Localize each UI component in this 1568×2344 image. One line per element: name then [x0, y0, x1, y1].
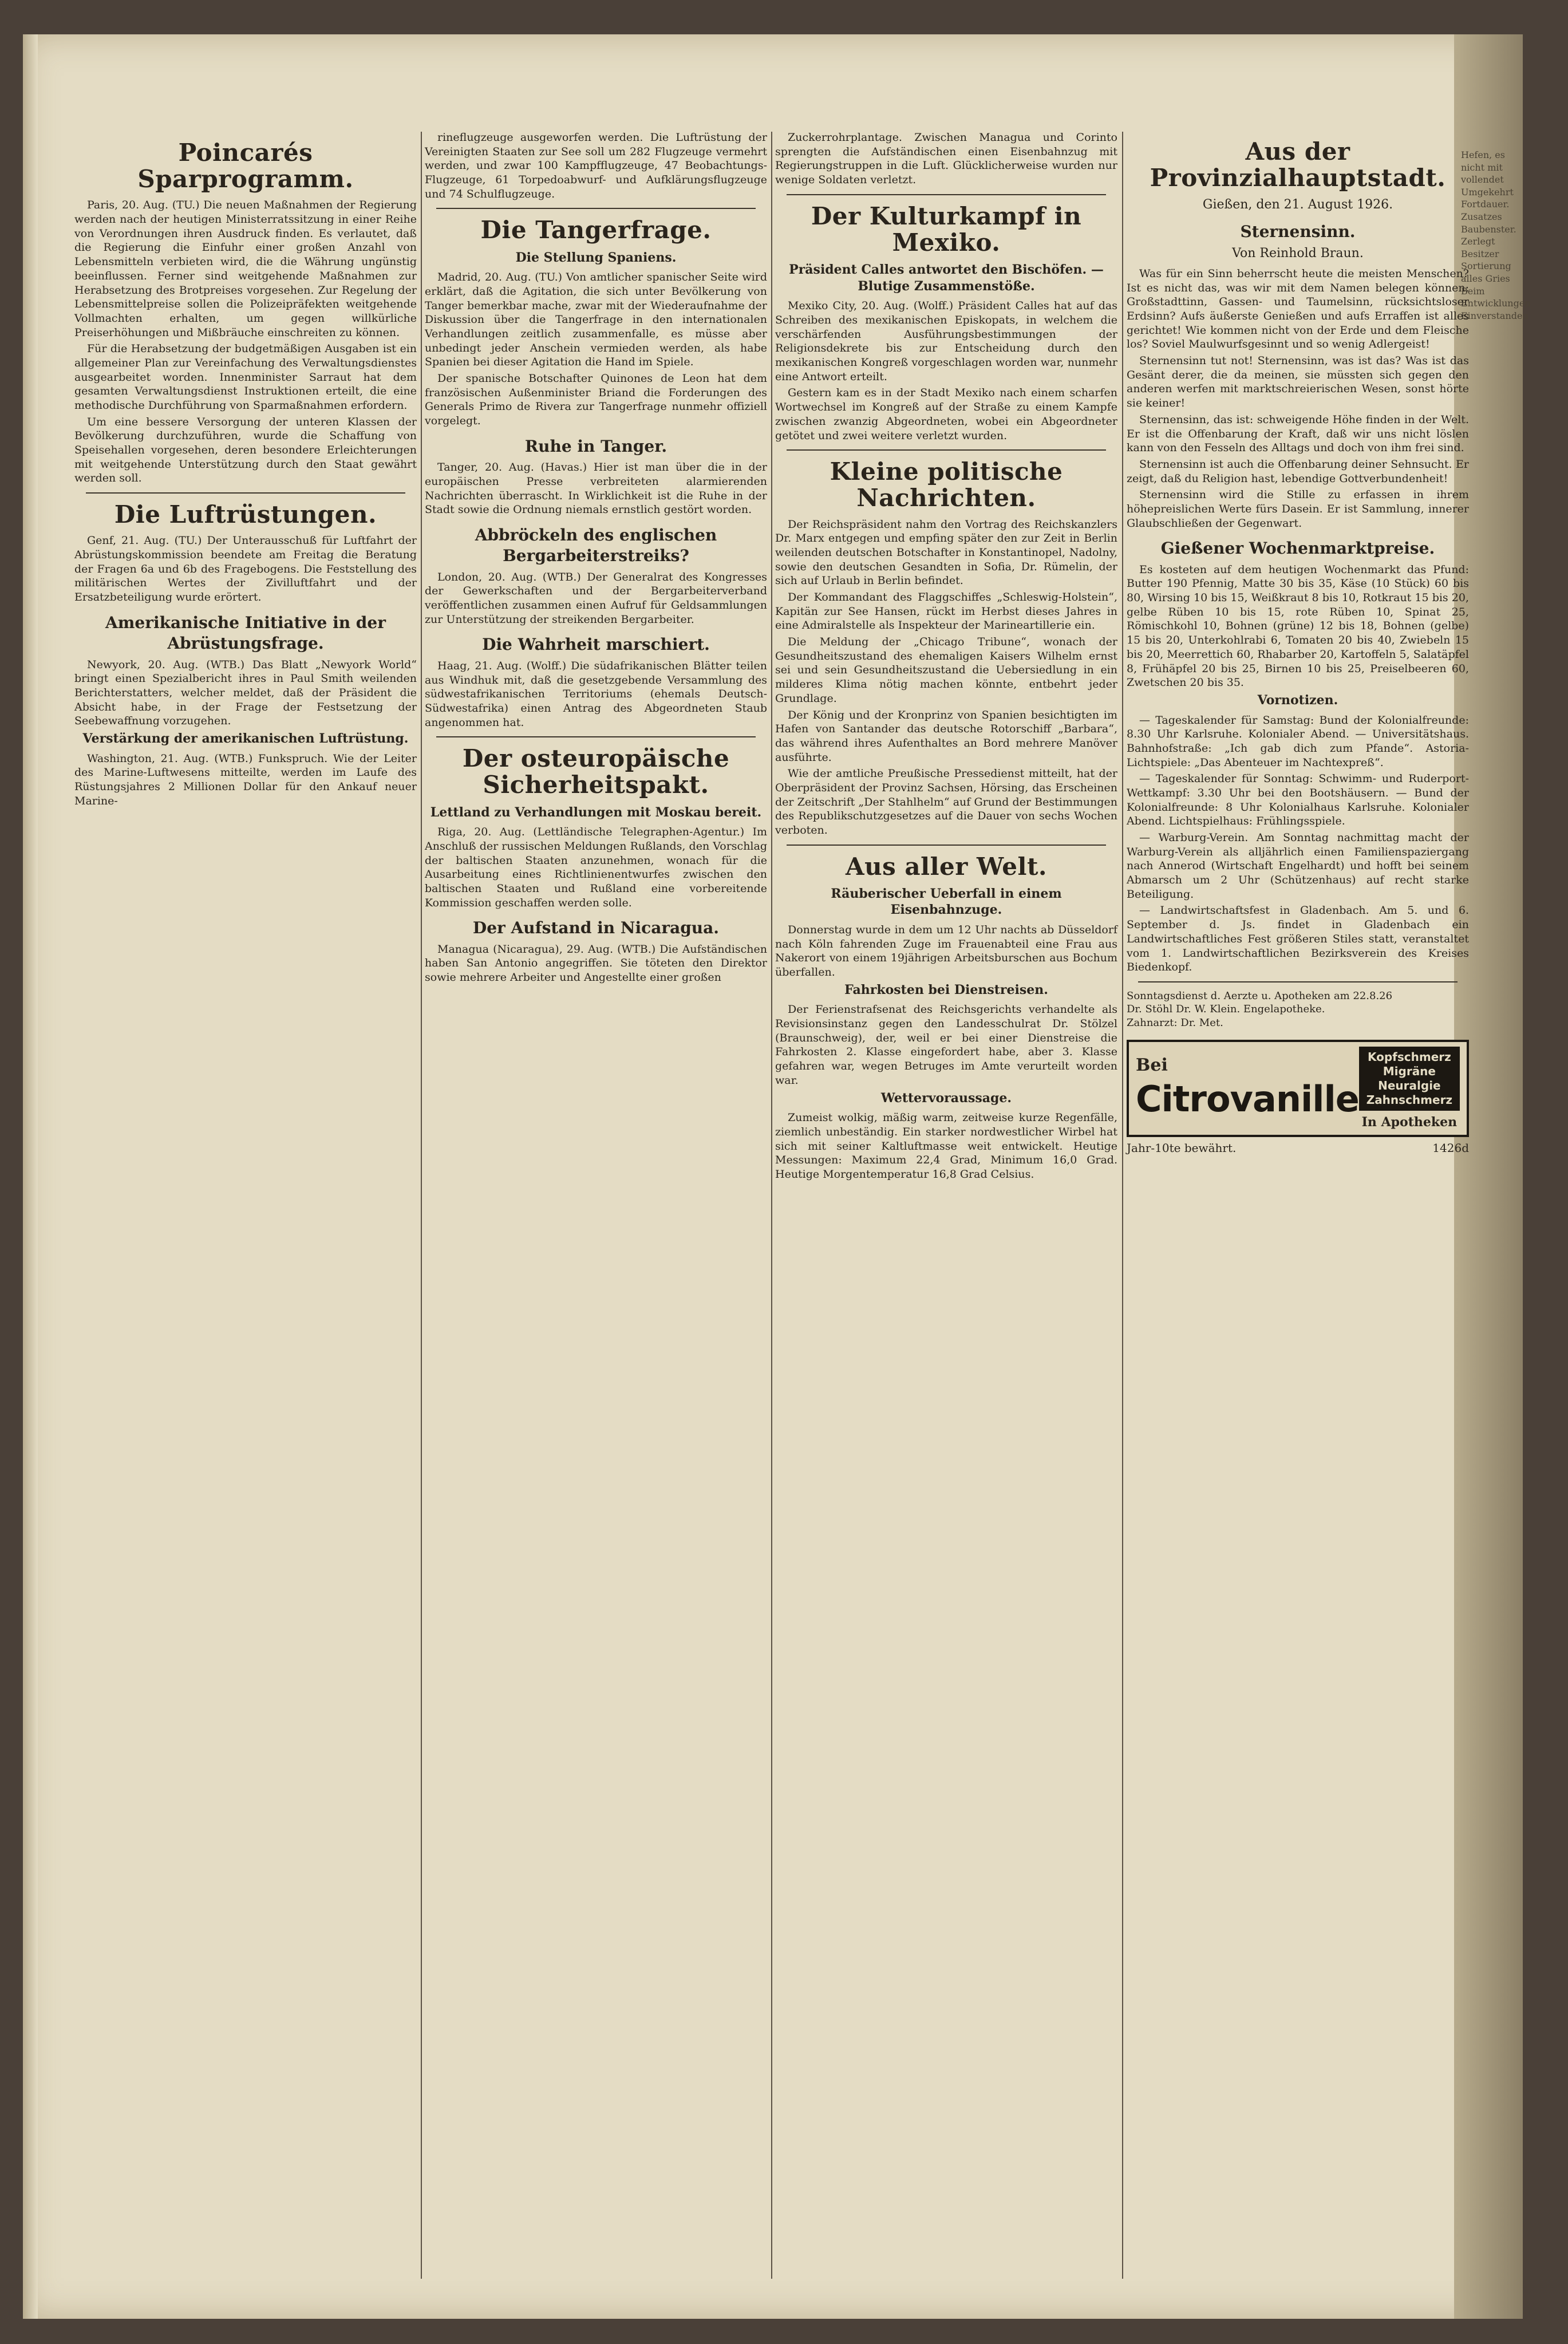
- article-paragraph: Paris, 20. Aug. (TU.) Die neuen Maßnahmen der Regierung werden nach der heutigen Ministerratssitzung in einer Reihe von Verordnungen ihren Ausdruck finden. Es verlautet, daß die Regierung die Einfuhr einer großen Anzahl von Lebensmitteln verbieten wird, die die Währung ungünstig beeinflussen. Ferner sind weitgehende Maßnahmen zur Herabsetzung des Brotpreises vorgesehen. Zur Regelung der Lebensmittelpreise sollen die Polizeipräfekten weitgehende Vollmachten erhalten, um gegen willkürliche Preiserhöhungen und Mißbräuche einschreiten zu können.: [74, 199, 417, 339]
- article-paragraph: — Warburg-Verein. Am Sonntag nachmittag macht der Warburg-Verein als alljährlich einen Familienspaziergang nach Annerod (Wirtschaft Engelhardt) und hofft bei seinem Abmarsch um 2 Uhr (Schützenhaus) auf recht starke Beteiligung.: [1127, 831, 1469, 901]
- article-paragraph: Wie der amtliche Preußische Pressedienst mitteilt, hat der Oberpräsident der Provinz Sachsen, Hörsing, das Erscheinen der Zeitschrift „Der Stahlhelm“ auf Grund der Bestimmungen des Republikschutzgesetzes auf die Dauer von sechs Wochen verboten.: [775, 767, 1117, 836]
- subheadline: Räuberischer Ueberfall in einem Eisenbahnzuge.: [831, 886, 1062, 918]
- article-paragraph: Genf, 21. Aug. (TU.) Der Unterausschuß für Luftfahrt der Abrüstungskommission beendete am Freitag die Beratung der Fragen 6a und 6b des Fragebogens. Die Feststellung des militärischen Wertes der Zivilluftfahrt und der Ersatzbeteiligung wurde erörtert.: [74, 534, 417, 604]
- headline: Amerikanische Initiative in der Abrüstungsfrage.: [105, 613, 386, 653]
- article-paragraph: Managua (Nicaragua), 29. Aug. (WTB.) Die Aufständischen haben San Antonio angegriffen. Sie töteten den Direktor sowie mehrere Arbeiter und Angestellte einer großen: [425, 942, 767, 984]
- subheadline: Fahrkosten bei Dienstreisen.: [844, 982, 1048, 997]
- article-paragraph: Washington, 21. Aug. (WTB.) Funkspruch. Wie der Leiter des Marine-Luftwesens mitteilte, werden im Laufe des Rüstungsjahres 2 Millionen Dollar für den Ankauf neuer Marine-: [74, 752, 417, 807]
- subheadline: Vornotizen.: [1257, 692, 1338, 708]
- article-paragraph: Madrid, 20. Aug. (TU.) Von amtlicher spanischer Seite wird erklärt, daß die Agitation, die sich unter Bevölkerung von Tanger bemerkbar mache, zwar mit der Wiederaufnahme der Diskussion über die Tangerfrage in den internationalen Verhandlungen zeitlich zusammenfalle, es müsse aber unbedingt jeder Anschein vermieden werden, als habe Spanien bei dieser Agitation die Hand im Spiele.: [425, 271, 767, 369]
- subheadline: Präsident Calles antwortet den Bischöfen. — Blutige Zusammenstöße.: [789, 262, 1104, 294]
- dateline: Gießen, den 21. August 1926.: [1202, 198, 1393, 212]
- ad-code: 1426d: [1432, 1141, 1469, 1155]
- ad-slogan: Jahr-10te bewährt.: [1127, 1141, 1237, 1155]
- ad-indications: Kopfschmerz Migräne Neuralgie Zahnschmerz: [1359, 1047, 1460, 1111]
- article-paragraph: Zumeist wolkig, mäßig warm, zeitweise kurze Regenfälle, ziemlich unbeständig. Ein starker nordwestlicher Wirbel hat sich mit seiner Kaltluftmasse weit entwickelt. Heutige Messungen: Maximum 22,4 Grad, Minimum 16,0 Grad. Heutige Morgentemperatur 16,8 Grad Celsius.: [775, 1111, 1117, 1181]
- article-paragraph: Was für ein Sinn beherrscht heute die meisten Menschen? Ist es nicht das, was wir mit dem Namen belegen können: Großstadttinn, Gassen- und Taumelsinn, rücksichtsloser Erdsinn? Aufs äußerste Genießen und aufs Erraffen ist alles gerichtet! Wie kommen nicht von der Erde und dem Fleische los? Soviel Maulwurfsgesinnt und so wenig Adlergeist!: [1127, 267, 1469, 351]
- article-paragraph: Der Ferienstrafsenat des Reichsgerichts verhandelte als Revisionsinstanz gegen den Landesschulrat Dr. Stölzel (Braunschweig), der, weil er bei einer Dienstreise die Fahrkosten 2. Klasse eingefordert habe, aber 3. Klasse gefahren war, wegen Betruges im Amte verurteilt worden war.: [775, 1003, 1117, 1087]
- article-paragraph: Gestern kam es in der Stadt Mexiko nach einem scharfen Wortwechsel im Kongreß auf der Straße zu einem Kampfe zwischen zwanzig Abgeordneten, wobei ein Abgeordneter getötet und zwei weitere verletzt wurden.: [775, 386, 1117, 442]
- subheadline: Wettervoraussage.: [880, 1090, 1012, 1106]
- headline: Der osteuropäische Sicherheitspakt.: [462, 744, 730, 799]
- article-paragraph: Sternensinn, das ist: schweigende Höhe finden in der Welt. Er ist die Offenbarung der Kraft, daß wir uns nicht löslen kann von den Fesseln des Alltags und doch von ihm frei sind.: [1127, 413, 1469, 455]
- article-paragraph: Sternensinn wird die Stille zu erfassen in ihrem höhepreislichen Werte fürs Dasein. Er ist Sammlung, innerer Glaubschließen der Gegenwart.: [1127, 488, 1469, 530]
- column-3: [775, 131, 1117, 1184]
- article-paragraph: Der Kommandant des Flaggschiffes „Schleswig-Holstein“, Kapitän zur See Hansen, rückt im Herbst dieses Jahres in eine Admiralstelle als Inspekteur der Marineartillerie ein.: [775, 591, 1117, 632]
- divider: [86, 492, 405, 494]
- divider: [436, 736, 756, 737]
- article-paragraph: Der spanische Botschafter Quinones de Leon hat dem französischen Außenminister Briand die Forderungen des Generals Primo de Rivera zur Tangerfrage nunmehr offiziell vorgelegt.: [425, 372, 767, 428]
- newspaper-page: [23, 34, 1531, 2319]
- adjacent-page-fragment: Hefen, es nicht mit vollendet Umgekehrt Fortdauer. Zusatzes Baubenster. Zerlegt Besitzer Sortierung alles Gries Beim Entwicklungen Einverstanden: [1461, 149, 1531, 321]
- headline: Aus der Provinzialhauptstadt.: [1150, 137, 1446, 192]
- article-paragraph: Sternensinn tut not! Sternensinn, was ist das? Was ist das Gesänt derer, die da meinen, sie müssten sich gegen den anderen werfen mit marktschreierischen Wesen, sonst hörte sie keiner!: [1127, 354, 1469, 410]
- column-rule: [1122, 132, 1123, 2279]
- headline: Abbröckeln des englischen Bergarbeiterstreiks?: [475, 525, 717, 566]
- byline: Von Reinhold Braun.: [1232, 246, 1364, 261]
- divider: [436, 208, 756, 209]
- subheadline: Die Stellung Spaniens.: [515, 250, 677, 265]
- headline: Die Wahrheit marschiert.: [482, 635, 710, 654]
- service-notice: Dr. Stöhl Dr. W. Klein. Engelapotheke.: [1127, 1003, 1325, 1016]
- headline: Die Luftrüstungen.: [114, 500, 377, 529]
- article-paragraph: Um eine bessere Versorgung der unteren Klassen der Bevölkerung durchzuführen, wurde die Schaffung von Speisehallen vorgesehen, deren besondere Erleichterungen mit weitgehende Unterstützung durch den Staat gewährt werden soll.: [74, 415, 417, 485]
- headline: Gießener Wochenmarktpreise.: [1160, 539, 1435, 558]
- divider: [787, 449, 1106, 451]
- headline: Aus aller Welt.: [846, 852, 1047, 881]
- divider: [787, 845, 1106, 846]
- article-paragraph: Für die Herabsetzung der budgetmäßigen Ausgaben ist ein allgemeiner Plan zur Vereinfachung des Verwaltungsdienstes ausgearbeitet worden. Innenminister Sarraut hat dem gesamten Verwaltungsdienst Instruktionen erteilt, die eine methodische Durchführung von Sparmaßnahmen erfordern.: [74, 342, 417, 412]
- article-paragraph: Newyork, 20. Aug. (WTB.) Das Blatt „Newyork World“ bringt einen Spezialbericht ihres in Paul Smith weilenden Berichterstatters, welcher meldet, daß der Präsident die Absicht habe, in der Frage der Festsetzung der Seebewaffnung vorzugehen.: [74, 658, 417, 728]
- headline: Die Tangerfrage.: [480, 216, 712, 244]
- ad-availability: In Apotheken: [1361, 1114, 1458, 1130]
- column-4: [1127, 131, 1469, 1155]
- article-paragraph: Tanger, 20. Aug. (Havas.) Hier ist man über die in der europäischen Presse verbreiteten alarmierenden Nachrichten überrascht. In Wirklichkeit ist die Ruhe in der Stadt sowie die Ordnung niemals ernstlich gestört worden.: [425, 461, 767, 516]
- article-paragraph: Mexiko City, 20. Aug. (Wolff.) Präsident Calles hat auf das Schreiben des mexikanischen Episkopats, in welchem die verschärfenden Ausführungsbestimmungen der Religionsdekrete bis zur Entscheidung durch den mexikanischen Kongreß vorgeschlagen worden war, nunmehr eine Antwort erteilt.: [775, 299, 1117, 383]
- article-paragraph: London, 20. Aug. (WTB.) Der Generalrat des Kongresses der Gewerkschaften und der Bergarbeiterverband veröffentlichen zusammen einen Aufruf für Geldsammlungen zur Unterstützung der streikenden Bergarbeiter.: [425, 570, 767, 626]
- headline: Ruhe in Tanger.: [524, 436, 668, 456]
- article-paragraph: Es kosteten auf dem heutigen Wochenmarkt das Pfund: Butter 190 Pfennig, Matte 30 bis 35, Käse (10 Stück) 60 bis 80, Wirsing 10 bis 15, Weißkraut 8 bis 10, Rotkraut 15 bis 20, gelbe Rüben 10 bis 15, rote Rüben 10, Spinat 25, Römischkohl 10, Bohnen (grüne) 12 bis 18, Bohnen (gelbe) 15 bis 20, Unterkohlrabi 6, Tomaten 20 bis 40, Zwiebeln 15 bis 20, Meerrettich 60, Rhabarber 20, Kartoffeln 5, Salatäpfel 8, Frühäpfel 20 bis 25, Birnen 10 bis 25, Preiselbeeren 60, Zwetschen 20 bis 35.: [1127, 563, 1469, 689]
- divider: [1138, 981, 1458, 982]
- headline: Sternensinn.: [1240, 222, 1356, 241]
- subheadline: Lettland zu Verhandlungen mit Moskau bereit.: [430, 804, 762, 820]
- service-notice: Zahnarzt: Dr. Met.: [1127, 1016, 1223, 1029]
- article-paragraph: Sternensinn ist auch die Offenbarung deiner Sehnsucht. Er zeigt, daß du Religion hast, lebendige Gottverbundenheit!: [1127, 457, 1469, 485]
- article-paragraph: — Tageskalender für Samstag: Bund der Kolonialfreunde: 8.30 Uhr Karlsruhe. Kolonialer Abend. — Universitätshaus. Bahnhofstraße: „Ich gab dich zum Pfande“. Astoria-Lichtspiele: „Das Abenteuer im Nachtexpreß“.: [1127, 713, 1469, 769]
- ad-footer: [1127, 1141, 1469, 1155]
- article-paragraph: Zuckerrohrplantage. Zwischen Managua und Corinto sprengten die Aufständischen einen Eisenbahnzug mit Regierungstruppen in die Luft. Glücklicherweise wurden nur wenige Soldaten verletzt.: [775, 131, 1117, 187]
- article-paragraph: — Landwirtschaftsfest in Gladenbach. Am 5. und 6. September d. Js. findet in Gladenbach ein Landwirtschaftliches Fest größeren Stiles statt, veranstaltet vom 1. Landwirtschaftlichen Bezirksverein des Kreises Biedenkopf.: [1127, 904, 1469, 974]
- divider: [787, 194, 1106, 195]
- page-left-edge: [23, 34, 38, 2319]
- headline: Der Kulturkampf in Mexiko.: [811, 202, 1082, 257]
- column-1: [74, 132, 417, 810]
- article-paragraph: Die Meldung der „Chicago Tribune“, wonach der Gesundheitszustand des ehemaligen Kaisers Wilhelm ernst sei und sein Gesundheitszustand die Uebersiedlung in ein milderes Klima nötig machen könnte, entbehrt jeder Grundlage.: [775, 636, 1117, 705]
- article-paragraph: Haag, 21. Aug. (Wolff.) Die südafrikanischen Blätter teilen aus Windhuk mit, daß die gesetzgebende Versammlung des südwestafrikanischen Territoriums (ehemals Deutsch-Südwestafrika) einen Antrag des Abgeordneten Staub angenommen hat.: [425, 659, 767, 729]
- headline: Kleine politische Nachrichten.: [830, 457, 1063, 512]
- article-paragraph: Riga, 20. Aug. (Lettländische Telegraphen-Agentur.) Im Anschluß der russischen Meldungen Rußlands, den Vorschlag der baltischen Staaten anzunehmen, wonach für die Ausarbeitung eines Richtlinienentwurfes zwischen den baltischen Staaten und Rußland eine vorbereitende Kommission geschaffen werden solle.: [425, 826, 767, 909]
- article-paragraph: — Tageskalender für Sonntag: Schwimm- und Ruderport-Wettkampf: 3.30 Uhr bei den Bootshäusern. — Bund der Kolonialfreunde: 8 Uhr Kolonialhaus Karlsruhe. Kolonialer Abend. Lichtspielhaus: Frühlingsspiele.: [1127, 772, 1469, 828]
- citrovanille-advertisement: [1127, 1040, 1469, 1137]
- article-paragraph: rineflugzeuge ausgeworfen werden. Die Luftrüstung der Vereinigten Staaten zur See soll um 282 Flugzeuge vermehrt werden, und zwar 100 Kampfflugzeuge, 47 Beobachtungs-Flugzeuge, 61 Torpedoabwurf- und Aufklärungsflugzeuge und 74 Schulflugzeuge.: [425, 131, 767, 200]
- article-paragraph: Donnerstag wurde in dem um 12 Uhr nachts ab Düsseldorf nach Köln fahrenden Zuge im Frauenabteil eine Frau aus Nakerort von einem 19jährigen Arbeitsburschen aus Bochum überfallen.: [775, 924, 1117, 979]
- headline: Der Aufstand in Nicaragua.: [472, 918, 720, 938]
- service-notice: Sonntagsdienst d. Aerzte u. Apotheken am 22.8.26: [1127, 989, 1393, 1002]
- ad-brand: Citrovanille: [1136, 1078, 1359, 1120]
- headline: Verstärkung der amerikanischen Luftrüstung.: [82, 731, 409, 746]
- article-paragraph: Der König und der Kronprinz von Spanien besichtigten im Hafen von Santander das deutsche Rotorschiff „Barbara“, das während ihres Aufenthaltes an Bord mehrere Manöver ausführte.: [775, 708, 1117, 764]
- column-rule: [421, 132, 422, 2279]
- ad-prefix: Bei: [1136, 1055, 1168, 1076]
- article-paragraph: Der Reichspräsident nahm den Vortrag des Reichskanzlers Dr. Marx entgegen und empfing später den zur Zeit in Berlin weilenden deutschen Botschafter in Konstantinopel, Nadolny, sowie den deutschen Gesandten in Sofia, Dr. Rümelin, der sich auf Urlaub in Berlin befindet.: [775, 518, 1117, 587]
- column-rule: [771, 132, 772, 2279]
- headline: Poincarés Sparprogramm.: [137, 139, 354, 194]
- column-2: [425, 131, 767, 987]
